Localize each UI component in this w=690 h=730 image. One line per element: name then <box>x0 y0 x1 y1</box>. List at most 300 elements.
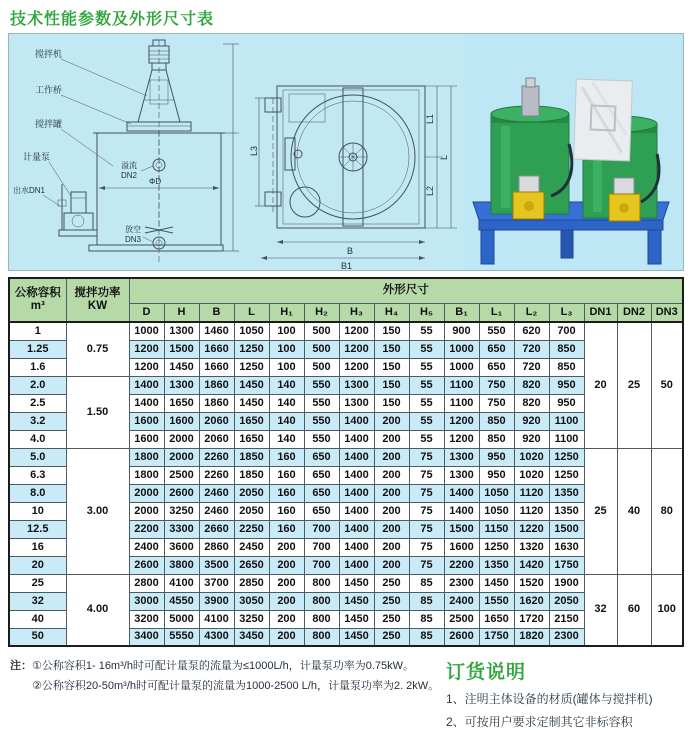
dim-cell: 1000 <box>129 322 164 340</box>
dim-cell: 850 <box>479 430 514 448</box>
dim-cell: 1550 <box>479 592 514 610</box>
label-dim-l2: L2 <box>425 185 435 196</box>
dim-cell: 75 <box>409 502 444 520</box>
dim-cell: 3050 <box>234 592 269 610</box>
dim-cell: 2060 <box>199 430 234 448</box>
dn-cell: 100 <box>651 574 683 646</box>
dim-cell: 1450 <box>339 574 374 592</box>
dim-cell: 2300 <box>549 628 584 646</box>
dim-cell: 950 <box>479 466 514 484</box>
dim-cell: 2260 <box>199 448 234 466</box>
dim-cell: 200 <box>374 448 409 466</box>
dim-cell: 2000 <box>164 448 199 466</box>
label-overflow-dn: DN2 <box>121 171 138 180</box>
dim-cell: 1350 <box>479 556 514 574</box>
dim-cell: 5550 <box>164 628 199 646</box>
dim-cell: 3250 <box>234 610 269 628</box>
dim-cell: 85 <box>409 610 444 628</box>
dim-cell: 2150 <box>549 610 584 628</box>
label-drain-dn: DN3 <box>125 235 142 244</box>
dim-cell: 3000 <box>129 592 164 610</box>
dn-cell: 40 <box>617 448 651 574</box>
dim-cell: 1720 <box>514 610 549 628</box>
dim-cell: 100 <box>269 340 304 358</box>
dim-header-cell: H₄ <box>374 303 409 322</box>
volume-cell: 5.0 <box>9 448 66 466</box>
table-row <box>9 574 683 592</box>
dim-cell: 2250 <box>234 520 269 538</box>
dim-cell: 1300 <box>444 466 479 484</box>
dim-cell: 1350 <box>549 484 584 502</box>
dim-cell: 2500 <box>444 610 479 628</box>
dim-cell: 200 <box>374 412 409 430</box>
dim-cell: 850 <box>549 340 584 358</box>
dim-cell: 1500 <box>444 520 479 538</box>
notes <box>10 657 442 730</box>
product-photo <box>463 34 683 270</box>
dim-cell: 75 <box>409 520 444 538</box>
order-info <box>442 657 680 730</box>
dim-header-cell: H₅ <box>409 303 444 322</box>
dn-cell: 20 <box>584 322 617 448</box>
dim-cell: 150 <box>374 394 409 412</box>
dim-cell: 4300 <box>199 628 234 646</box>
volume-cell: 25 <box>9 574 66 592</box>
dn-header-cell: DN2 <box>617 303 651 322</box>
dim-cell: 1660 <box>199 340 234 358</box>
dim-cell: 650 <box>479 340 514 358</box>
dim-cell: 2460 <box>199 502 234 520</box>
power-header-unit: KW <box>87 300 108 312</box>
diagram-panel <box>8 33 684 271</box>
dim-cell: 1450 <box>339 628 374 646</box>
dim-cell: 150 <box>374 358 409 376</box>
dim-cell: 1050 <box>479 502 514 520</box>
dim-cell: 2000 <box>164 430 199 448</box>
dim-cell: 1800 <box>129 448 164 466</box>
dim-cell: 550 <box>304 412 339 430</box>
dim-cell: 55 <box>409 412 444 430</box>
dn-cell: 25 <box>584 448 617 574</box>
dim-cell: 2260 <box>199 466 234 484</box>
spec-table-body <box>9 322 683 646</box>
dim-cell: 1450 <box>339 592 374 610</box>
dim-cell: 1200 <box>339 340 374 358</box>
volume-cell: 10 <box>9 502 66 520</box>
label-overflow: 溢流 <box>121 161 137 170</box>
dim-cell: 3300 <box>164 520 199 538</box>
dim-cell: 1100 <box>549 430 584 448</box>
dim-cell: 85 <box>409 628 444 646</box>
dim-cell: 1400 <box>339 448 374 466</box>
dim-cell: 1520 <box>514 574 549 592</box>
label-outlet: 出水DN1 <box>13 186 46 195</box>
dim-cell: 200 <box>269 556 304 574</box>
volume-cell: 3.2 <box>9 412 66 430</box>
dim-cell: 1660 <box>199 358 234 376</box>
dim-cell: 160 <box>269 484 304 502</box>
dim-cell: 650 <box>304 484 339 502</box>
dim-cell: 2500 <box>164 466 199 484</box>
dim-cell: 85 <box>409 592 444 610</box>
dim-cell: 85 <box>409 574 444 592</box>
volume-cell: 8.0 <box>9 484 66 502</box>
dim-cell: 3250 <box>164 502 199 520</box>
dim-cell: 1000 <box>444 358 479 376</box>
dim-cell: 75 <box>409 448 444 466</box>
dim-cell: 1400 <box>339 538 374 556</box>
dim-cell: 200 <box>374 556 409 574</box>
dim-cell: 1500 <box>549 520 584 538</box>
label-dim-b1: B1 <box>341 261 353 270</box>
dn-header-cell: DN1 <box>584 303 617 322</box>
power-cell: 1.50 <box>66 376 129 448</box>
dim-cell: 2050 <box>549 592 584 610</box>
dim-cell: 800 <box>304 628 339 646</box>
dim-cell: 820 <box>514 376 549 394</box>
dim-cell: 1200 <box>444 412 479 430</box>
dim-cell: 1650 <box>234 430 269 448</box>
dim-cell: 2600 <box>164 484 199 502</box>
top-view-drawing <box>249 34 463 270</box>
dim-cell: 1120 <box>514 484 549 502</box>
dim-header-cell: H <box>164 303 199 322</box>
dim-cell: 55 <box>409 430 444 448</box>
dim-cell: 1650 <box>164 394 199 412</box>
dim-cell: 1250 <box>549 466 584 484</box>
dim-cell: 1850 <box>234 448 269 466</box>
dim-cell: 1120 <box>514 502 549 520</box>
dim-cell: 200 <box>269 628 304 646</box>
note-line-1: ①公称容积1- 16m³/h时可配计量泵的流量为≤1000L/h，计量泵功率为0.75kW。 <box>32 660 415 672</box>
dim-cell: 1600 <box>129 412 164 430</box>
dim-cell: 1400 <box>339 520 374 538</box>
dim-cell: 1100 <box>444 394 479 412</box>
table-row <box>9 376 683 394</box>
volume-cell: 12.5 <box>9 520 66 538</box>
dim-cell: 3600 <box>164 538 199 556</box>
dim-cell: 500 <box>304 322 339 340</box>
table-row <box>9 322 683 340</box>
dim-cell: 1220 <box>514 520 549 538</box>
dim-cell: 700 <box>549 322 584 340</box>
volume-cell: 50 <box>9 628 66 646</box>
dim-cell: 200 <box>374 502 409 520</box>
dim-cell: 2600 <box>129 556 164 574</box>
spec-table <box>8 277 684 647</box>
dim-cell: 900 <box>444 322 479 340</box>
dim-cell: 1400 <box>339 484 374 502</box>
dim-cell: 550 <box>304 430 339 448</box>
label-drain: 放空 <box>125 225 141 234</box>
power-header-title: 搅拌功率 <box>74 286 121 299</box>
dim-cell: 720 <box>514 358 549 376</box>
dim-cell: 200 <box>374 538 409 556</box>
dim-cell: 2850 <box>234 574 269 592</box>
dim-cell: 55 <box>409 358 444 376</box>
dim-cell: 2200 <box>129 520 164 538</box>
dim-cell: 1820 <box>514 628 549 646</box>
dim-cell: 1300 <box>444 448 479 466</box>
dim-cell: 1300 <box>339 394 374 412</box>
dim-cell: 1450 <box>234 376 269 394</box>
dim-cell: 800 <box>304 592 339 610</box>
dn-cell: 50 <box>651 322 683 448</box>
dim-header-cell: L <box>234 303 269 322</box>
dim-cell: 1400 <box>444 484 479 502</box>
dim-cell: 800 <box>304 574 339 592</box>
notes-prefix: 注： <box>10 660 32 672</box>
dim-cell: 1020 <box>514 466 549 484</box>
label-dim-b: B <box>347 246 354 256</box>
dim-cell: 1400 <box>129 394 164 412</box>
dim-cell: 1400 <box>339 556 374 574</box>
dim-cell: 200 <box>269 592 304 610</box>
dim-cell: 1400 <box>339 466 374 484</box>
dim-cell: 1400 <box>339 502 374 520</box>
label-dim-l1: L1 <box>425 113 435 124</box>
dim-cell: 55 <box>409 322 444 340</box>
dim-cell: 920 <box>514 412 549 430</box>
dim-cell: 75 <box>409 538 444 556</box>
dim-cell: 2600 <box>444 628 479 646</box>
dim-cell: 150 <box>374 376 409 394</box>
table-row <box>9 448 683 466</box>
dim-cell: 500 <box>304 358 339 376</box>
dim-header-cell: H₃ <box>339 303 374 322</box>
label-tank: 搅拌罐 <box>35 119 63 129</box>
dim-cell: 1100 <box>549 412 584 430</box>
dim-cell: 1630 <box>549 538 584 556</box>
dim-cell: 550 <box>479 322 514 340</box>
label-dim-l: L <box>439 154 449 160</box>
dim-cell: 1400 <box>444 502 479 520</box>
power-cell: 3.00 <box>66 448 129 574</box>
dim-cell: 1800 <box>129 466 164 484</box>
dim-cell: 650 <box>479 358 514 376</box>
dim-cell: 2400 <box>444 592 479 610</box>
dim-cell: 1860 <box>199 394 234 412</box>
dim-cell: 3400 <box>129 628 164 646</box>
dim-cell: 160 <box>269 502 304 520</box>
dim-cell: 1850 <box>234 466 269 484</box>
dim-cell: 3450 <box>234 628 269 646</box>
dim-cell: 700 <box>304 520 339 538</box>
dim-cell: 1620 <box>514 592 549 610</box>
dim-cell: 2400 <box>129 538 164 556</box>
dim-cell: 1250 <box>234 340 269 358</box>
dim-cell: 750 <box>479 394 514 412</box>
dim-cell: 1600 <box>444 538 479 556</box>
dn-cell: 25 <box>617 322 651 448</box>
dim-cell: 2050 <box>234 502 269 520</box>
dim-cell: 650 <box>304 466 339 484</box>
dim-cell: 100 <box>269 358 304 376</box>
dim-cell: 1050 <box>479 484 514 502</box>
dim-cell: 720 <box>514 340 549 358</box>
volume-cell: 32 <box>9 592 66 610</box>
dim-cell: 140 <box>269 412 304 430</box>
dim-cell: 1400 <box>129 376 164 394</box>
label-bridge: 工作桥 <box>35 85 63 95</box>
volume-cell: 4.0 <box>9 430 66 448</box>
dim-cell: 1450 <box>479 574 514 592</box>
dim-cell: 1450 <box>164 358 199 376</box>
dim-cell: 3200 <box>129 610 164 628</box>
dim-cell: 2300 <box>444 574 479 592</box>
dim-cell: 2060 <box>199 412 234 430</box>
dim-cell: 1020 <box>514 448 549 466</box>
dim-cell: 2450 <box>234 538 269 556</box>
dim-cell: 75 <box>409 466 444 484</box>
label-diameter: ΦD <box>149 177 162 186</box>
dim-cell: 200 <box>269 610 304 628</box>
dim-cell: 920 <box>514 430 549 448</box>
volume-cell: 1 <box>9 322 66 340</box>
dim-cell: 620 <box>514 322 549 340</box>
dim-cell: 2460 <box>199 484 234 502</box>
dim-cell: 850 <box>549 358 584 376</box>
volume-cell: 6.3 <box>9 466 66 484</box>
dim-cell: 1150 <box>479 520 514 538</box>
dim-cell: 5000 <box>164 610 199 628</box>
order-item-2: 2、可按用户要求定制其它非标容积 <box>446 715 633 729</box>
dim-cell: 1200 <box>339 322 374 340</box>
dim-cell: 2050 <box>234 484 269 502</box>
dim-cell: 1600 <box>129 430 164 448</box>
volume-cell: 2.5 <box>9 394 66 412</box>
dim-cell: 1650 <box>234 412 269 430</box>
dim-cell: 1750 <box>549 556 584 574</box>
dims-group-header: 外形尺寸 <box>129 278 683 303</box>
dim-cell: 140 <box>269 394 304 412</box>
dim-cell: 4550 <box>164 592 199 610</box>
dim-cell: 150 <box>374 340 409 358</box>
dn-header-cell: DN3 <box>651 303 683 322</box>
dim-cell: 160 <box>269 466 304 484</box>
dim-cell: 1450 <box>234 394 269 412</box>
dim-cell: 1860 <box>199 376 234 394</box>
dim-cell: 75 <box>409 556 444 574</box>
footer <box>10 657 682 730</box>
dim-cell: 3500 <box>199 556 234 574</box>
dim-cell: 500 <box>304 340 339 358</box>
dn-cell: 32 <box>584 574 617 646</box>
dim-cell: 2860 <box>199 538 234 556</box>
dim-cell: 1450 <box>339 610 374 628</box>
dim-cell: 800 <box>304 610 339 628</box>
dim-cell: 250 <box>374 610 409 628</box>
dim-cell: 1300 <box>164 322 199 340</box>
dim-cell: 950 <box>479 448 514 466</box>
dim-cell: 1460 <box>199 322 234 340</box>
dim-header-cell: L₁ <box>479 303 514 322</box>
dim-cell: 3900 <box>199 592 234 610</box>
volume-cell: 2.0 <box>9 376 66 394</box>
dim-cell: 820 <box>514 394 549 412</box>
order-info-title: 订货说明 <box>446 662 527 683</box>
dim-cell: 1420 <box>514 556 549 574</box>
dim-header-cell: B₁ <box>444 303 479 322</box>
label-agitator: 搅拌机 <box>35 49 63 59</box>
dim-cell: 1900 <box>549 574 584 592</box>
dim-cell: 55 <box>409 394 444 412</box>
dim-cell: 1350 <box>549 502 584 520</box>
volume-header-unit: m³ <box>30 300 45 312</box>
dim-cell: 160 <box>269 520 304 538</box>
dim-cell: 160 <box>269 448 304 466</box>
dim-cell: 2000 <box>129 484 164 502</box>
dim-cell: 1000 <box>444 340 479 358</box>
dim-cell: 250 <box>374 628 409 646</box>
dim-cell: 550 <box>304 394 339 412</box>
dim-cell: 200 <box>374 466 409 484</box>
dim-cell: 100 <box>269 322 304 340</box>
note-line-2: ②公称容积20-50m³/h时可配计量泵的流量为1000-2500 L/h，计量泵功率为2. 2kW。 <box>32 679 440 692</box>
dim-header-cell: H₂ <box>304 303 339 322</box>
dim-cell: 650 <box>304 448 339 466</box>
dim-cell: 200 <box>374 430 409 448</box>
dim-cell: 1600 <box>164 412 199 430</box>
volume-cell: 16 <box>9 538 66 556</box>
dim-cell: 2200 <box>444 556 479 574</box>
dim-cell: 850 <box>479 412 514 430</box>
dim-cell: 950 <box>549 394 584 412</box>
dim-cell: 1200 <box>129 358 164 376</box>
page-title: 技术性能参数及外形尺寸表 <box>10 11 215 28</box>
volume-cell: 1.25 <box>9 340 66 358</box>
dim-cell: 950 <box>549 376 584 394</box>
dim-header-cell: B <box>199 303 234 322</box>
dim-cell: 140 <box>269 430 304 448</box>
dim-cell: 700 <box>304 556 339 574</box>
dim-cell: 3700 <box>199 574 234 592</box>
power-column-header <box>66 278 129 322</box>
volume-cell: 40 <box>9 610 66 628</box>
dim-header-cell: L₃ <box>549 303 584 322</box>
dim-cell: 75 <box>409 484 444 502</box>
dim-cell: 1320 <box>514 538 549 556</box>
dim-cell: 250 <box>374 592 409 610</box>
dim-cell: 2660 <box>199 520 234 538</box>
dim-cell: 1200 <box>444 430 479 448</box>
dim-cell: 150 <box>374 322 409 340</box>
dim-cell: 200 <box>269 574 304 592</box>
dim-cell: 1650 <box>479 610 514 628</box>
dim-cell: 55 <box>409 340 444 358</box>
dim-cell: 250 <box>374 574 409 592</box>
dim-cell: 200 <box>374 484 409 502</box>
power-cell: 4.00 <box>66 574 129 646</box>
dim-cell: 1200 <box>129 340 164 358</box>
label-dim-l3: L3 <box>249 145 259 156</box>
dim-cell: 1400 <box>339 412 374 430</box>
dim-cell: 1300 <box>339 376 374 394</box>
order-item-1: 1、注明主体设备的材质(罐体与搅拌机) <box>446 692 653 706</box>
dim-cell: 2800 <box>129 574 164 592</box>
volume-header-title: 公称容积 <box>14 286 61 299</box>
dim-cell: 200 <box>269 538 304 556</box>
dim-cell: 1250 <box>549 448 584 466</box>
dim-cell: 1250 <box>234 358 269 376</box>
dim-cell: 4100 <box>199 610 234 628</box>
front-view-drawing <box>9 34 249 270</box>
dim-cell: 55 <box>409 376 444 394</box>
dim-header-cell: H₁ <box>269 303 304 322</box>
dim-cell: 140 <box>269 376 304 394</box>
dim-cell: 650 <box>304 502 339 520</box>
dim-header-cell: D <box>129 303 164 322</box>
